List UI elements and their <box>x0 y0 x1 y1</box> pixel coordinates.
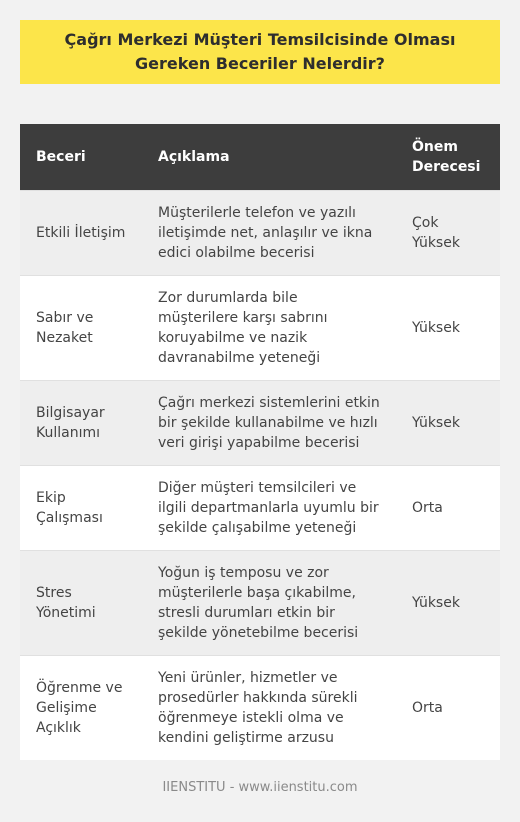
description-cell: Yeni ürünler, hizmetler ve prosedürler hakkında sürekli öğrenmeye istekli olma ve kendini geliştirme arzusu <box>142 655 396 760</box>
skill-cell: Stres Yönetimi <box>20 550 142 655</box>
footer-credit: IIENSTITU - www.iienstitu.com <box>162 780 358 795</box>
importance-cell: Çok Yüksek <box>396 190 500 275</box>
table-row <box>20 275 500 380</box>
table-row <box>20 655 500 760</box>
description-cell: Yoğun iş temposu ve zor müşterilerle başa çıkabilme, stresli durumları etkin bir şekilde yönetebilme becerisi <box>142 550 396 655</box>
importance-cell: Yüksek <box>396 275 500 380</box>
table-header-row <box>20 124 500 190</box>
title-banner <box>20 20 500 84</box>
header-description: Açıklama <box>142 124 396 190</box>
importance-cell: Yüksek <box>396 550 500 655</box>
table-row <box>20 380 500 465</box>
description-cell: Müşterilerle telefon ve yazılı iletişimde net, anlaşılır ve ikna edici olabilme becerisi <box>142 190 396 275</box>
skill-cell: Bilgisayar Kullanımı <box>20 380 142 465</box>
skill-cell: Öğrenme ve Gelişime Açıklık <box>20 655 142 760</box>
description-cell: Zor durumlarda bile müşterilere karşı sabrını koruyabilme ve nazik davranabilme yeteneği <box>142 275 396 380</box>
skills-table <box>20 124 500 760</box>
importance-cell: Yüksek <box>396 380 500 465</box>
table-row <box>20 550 500 655</box>
importance-cell: Orta <box>396 655 500 760</box>
page-title: Çağrı Merkezi Müşteri Temsilcisinde Olması Gereken Beceriler Nelerdir? <box>64 30 456 73</box>
table-row <box>20 190 500 275</box>
description-cell: Diğer müşteri temsilcileri ve ilgili departmanlarla uyumlu bir şekilde çalışabilme yeteneği <box>142 465 396 550</box>
skill-cell: Etkili İletişim <box>20 190 142 275</box>
header-importance: Önem Derecesi <box>396 124 500 190</box>
table-row <box>20 465 500 550</box>
header-skill: Beceri <box>20 124 142 190</box>
skill-cell: Ekip Çalışması <box>20 465 142 550</box>
skill-cell: Sabır ve Nezaket <box>20 275 142 380</box>
description-cell: Çağrı merkezi sistemlerini etkin bir şekilde kullanabilme ve hızlı veri girişi yapabilme becerisi <box>142 380 396 465</box>
importance-cell: Orta <box>396 465 500 550</box>
